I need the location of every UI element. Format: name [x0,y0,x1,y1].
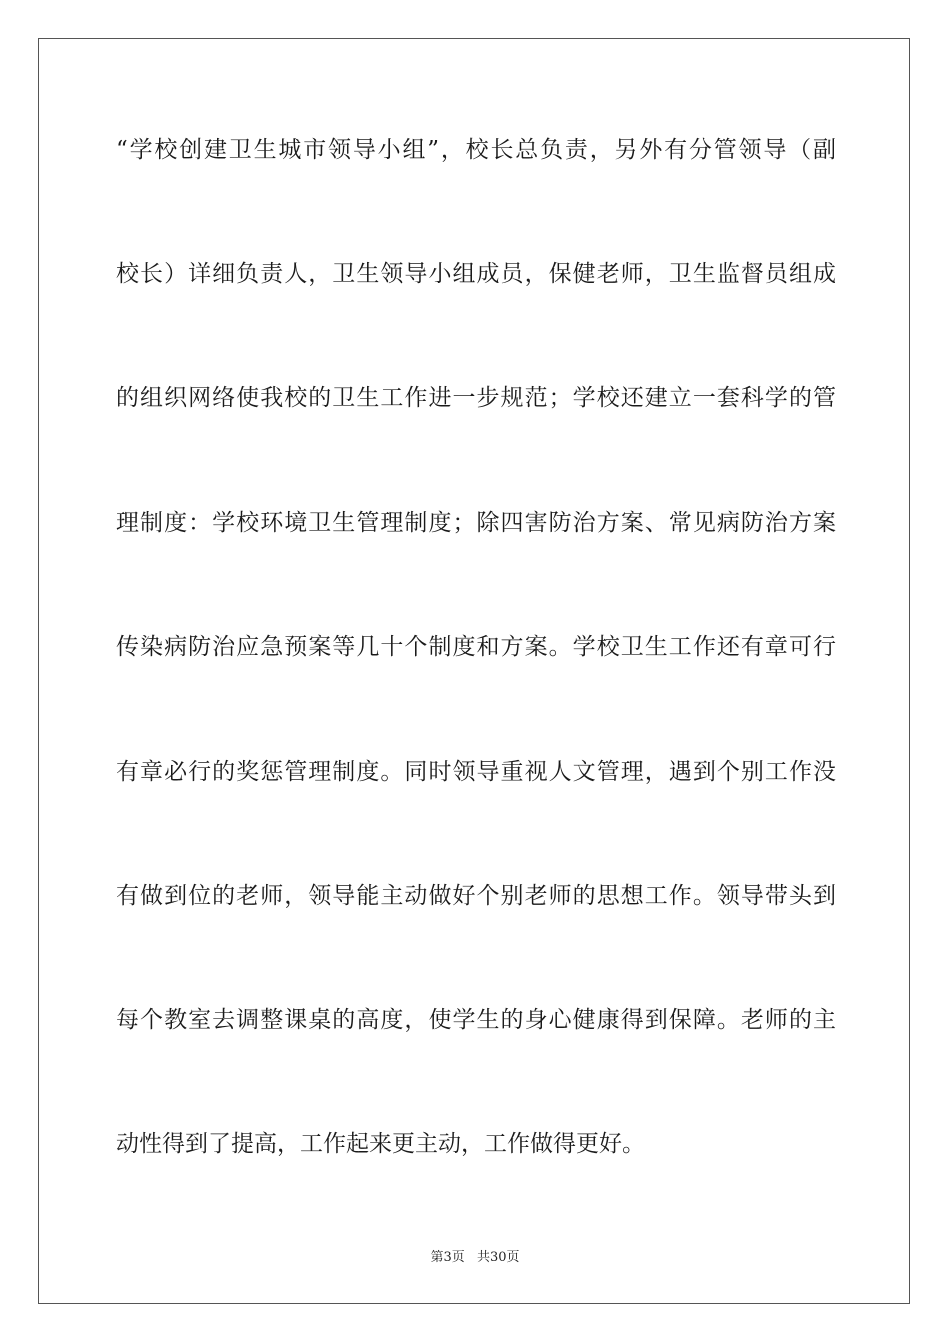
total-pages: 共30页 [476,1250,520,1265]
text-line-5: 传染病防治应急预案等几十个制度和方案。学校卫生工作还有章可行 [116,634,836,660]
text-line-2: 校长）详细负责人，卫生领导小组成员，保健老师，卫生监督员组成 [116,261,836,287]
text-line-1: “学校创建卫生城市领导小组”，校长总负责，另外有分管领导（副 [116,137,836,163]
text-line-7: 有做到位的老师，领导能主动做好个别老师的思想工作。领导带头到 [116,883,836,909]
text-line-6: 有章必行的奖惩管理制度。同时领导重视人文管理，遇到个别工作没 [116,759,836,785]
text-line-4: 理制度：学校环境卫生管理制度；除四害防治方案、常见病防治方案 [116,510,836,536]
page-footer [0,1246,950,1265]
text-line-9: 动性得到了提高，工作起来更主动，工作做得更好。 [116,1131,645,1157]
text-line-8: 每个教室去调整课桌的高度，使学生的身心健康得到保障。老师的主 [116,1007,836,1033]
text-line-3: 的组织网络使我校的卫生工作进一步规范；学校还建立一套科学的管 [116,385,836,411]
page-number: 第3页 [430,1250,465,1265]
